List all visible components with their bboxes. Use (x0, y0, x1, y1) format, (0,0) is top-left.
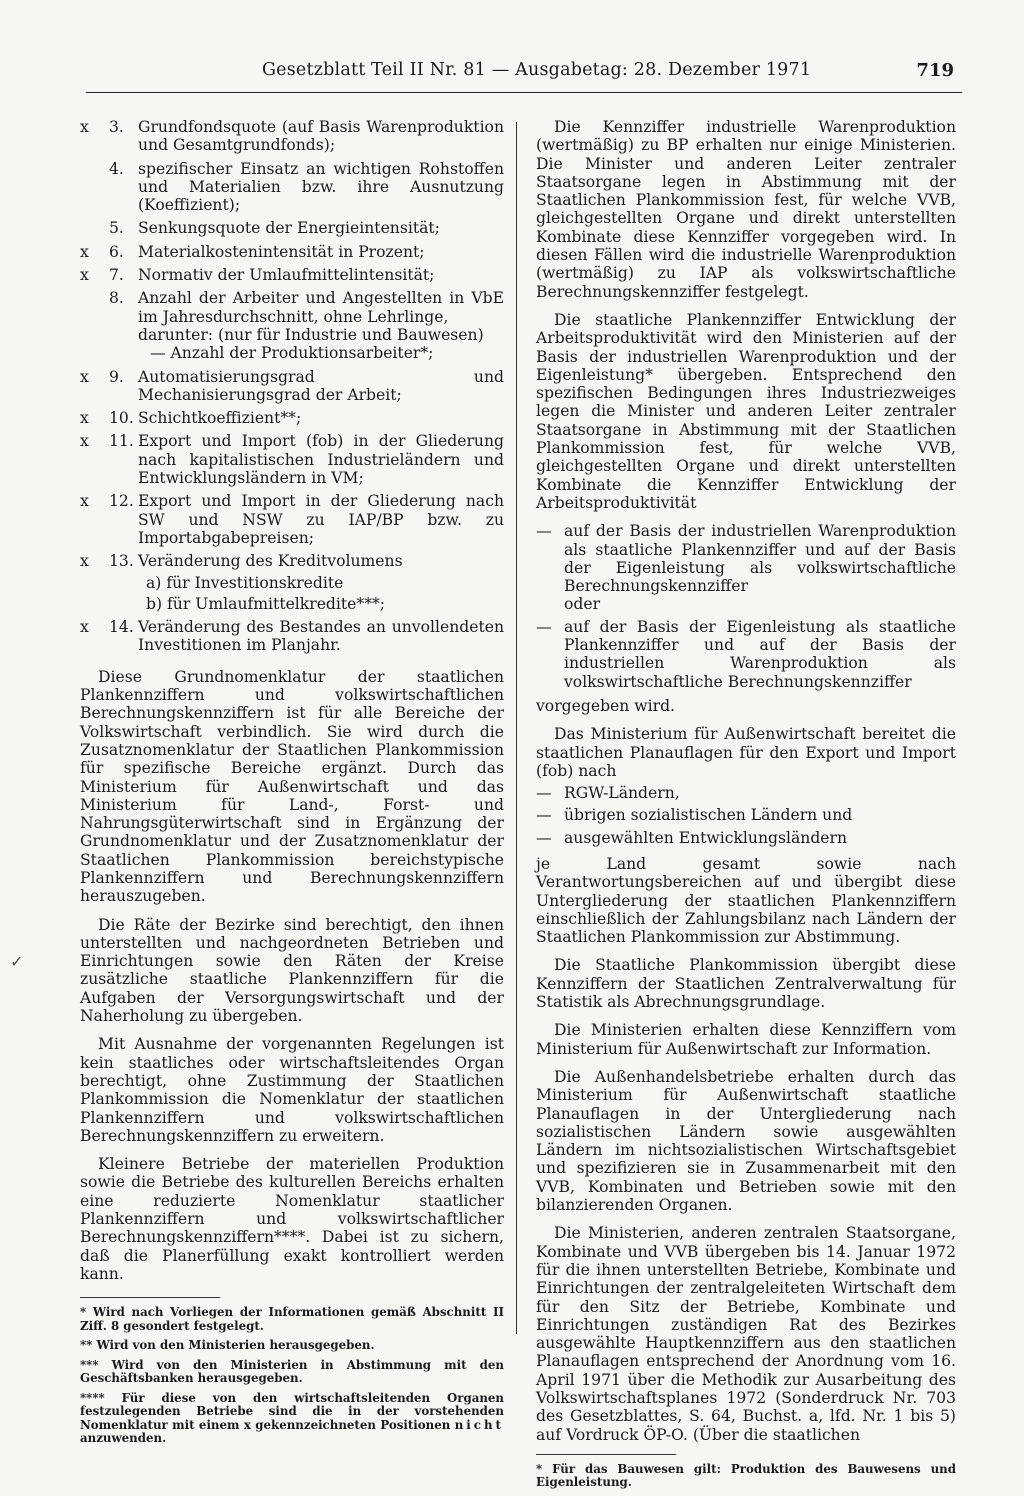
item-sub-b: b) für Umlaufmittelkredite***; (146, 594, 386, 613)
page-header (86, 60, 962, 93)
footnote-rule (536, 1454, 676, 1455)
item-number: 9. (109, 367, 124, 386)
footnote-rule (80, 1297, 220, 1298)
x-marker: x (80, 432, 89, 451)
list-item (80, 552, 504, 613)
x-marker: x (80, 409, 89, 428)
left-column (80, 118, 504, 1452)
x-marker: x (80, 552, 89, 571)
item-number: 5. (109, 219, 124, 238)
list-item (80, 243, 504, 261)
footnote: * Wird nach Vorliegen der Informationen gemäß Abschnitt II Ziff. 8 gesondert festgelegt. (80, 1305, 504, 1333)
item-number: 6. (109, 242, 124, 261)
paragraph: Die Staatliche Plankommission übergibt diese Kennziffern der Staatlichen Zentralverwaltung für Statistik als Abrechnungsgrundlage. (536, 956, 956, 1012)
paragraph: Die staatliche Plankennziffer Entwicklung der Arbeitsproduktivität wird den Ministerien auf der Basis der industriellen Warenproduktion und der Eigenleistung* übergeben. Entsprechend den spezifischen Bedingungen ihres Industriezweiges legen die Minister und anderen Leiter zentraler Staatsorgane in Abstimmung mit der Staatlichen Plankommission fest, für welche VVB, gleichgestellten Organe und direkt unterstellten Kombinate die Kennziffer Entwicklung der Arbeitsproduktivität (536, 310, 956, 512)
list-item (80, 618, 504, 655)
x-marker: x (80, 266, 89, 285)
list-item (80, 492, 504, 547)
list-item (80, 118, 504, 155)
item-subtext: darunter: (nur für Industrie und Bauwesen) (138, 325, 484, 344)
x-marker: x (80, 618, 89, 637)
dash-item-text: auf der Basis der industriellen Warenproduktion als staatliche Plankennziffer und auf der Basis der Eigenleistung als volkswirtschaftliche Berechnungskennziffer (564, 522, 956, 596)
paragraph: Die Ministerien erhalten diese Kennziffern vom Ministerium für Außenwirtschaft zur Information. (536, 1021, 956, 1058)
paragraph: Mit Ausnahme der vorgenannten Regelungen ist kein staatliches oder wirtschaftsleitendes Organ berechtigt, ohne Zustimmung der Staatlichen Plankommission die Nomenklatur der staatlichen Plankennziffern und volkswirtschaftlichen Berechnungskennziffern zu erweitern. (80, 1035, 504, 1145)
dash-list-item: — ausgewählten Entwicklungsländern (536, 828, 848, 847)
paragraph: vorgegeben wird. (536, 696, 676, 715)
paragraph: Das Ministerium für Außenwirtschaft bereitet die staatlichen Planauflagen für den Export und Import (fob) nach (536, 725, 956, 780)
item-text: Veränderung des Bestandes an unvollendeten Investitionen im Planjahr. (138, 618, 504, 655)
x-marker: x (80, 367, 89, 386)
item-text: Export und Import (fob) in der Gliederung nach kapitalistischen Industrieländern und Entwicklungsländern in VM; (138, 432, 504, 488)
pencil-check-mark: ✓ (10, 952, 24, 971)
paragraph: Die Ministerien, anderen zentralen Staatsorgane, Kombinate und VVB übergeben bis 14. Januar 1972 für die ihnen unterstellten Betriebe, Kombinate und Einrichtungen der zentralgeleiteten Wirtschaft dem für den Sitz der Betriebe, Kombinate und Einrichtungen zuständigen Rat des Bezirkes ausgewählte Hauptkennziffern aus den staatlichen Planauflagen entsprechend der Anordnung vom 16. April 1971 über die Methodik zur Ausarbeitung des Volkswirtschaftsplanes 1972 (Sonderdruck Nr. 703 des Gesetzblattes, S. 64, Buchst. a, lfd. Nr. 1 bis 5) auf Vordruck ÖP-O. (Über die staatlichen (536, 1224, 956, 1444)
item-text: Anzahl der Arbeiter und Angestellten in VbE im Jahresdurchschnitt, ohne Lehrlinge, (138, 289, 504, 326)
item-text: Materialkostenintensität in Prozent; (138, 242, 425, 261)
list-item (80, 219, 504, 237)
dash-list-item: — RGW-Ländern, (536, 784, 680, 803)
footnote: * Für das Bauwesen gilt: Produktion des Bauwesens und Eigenleistung. (536, 1461, 956, 1490)
x-marker: x (80, 492, 89, 511)
item-number: 4. (109, 159, 124, 178)
item-sub-a: a) für Investitionskredite (146, 573, 344, 592)
paragraph: Kleinere Betriebe der materiellen Produktion sowie die Betriebe des kulturellen Bereichs erhalten eine reduzierte Nomenklatur staatlicher Plankennziffern und volkswirtschaftlicher Berechnungskennziffern****. Dabei ist zu sichern, daß die Planerfüllung exakt kontrolliert werden kann. (80, 1155, 504, 1283)
paragraph: Diese Grundnomenklatur der staatlichen Plankennziffern und volkswirtschaftlichen Berechnungskennziffern ist für alle Bereiche der Volkswirtschaft verbindlich. Sie wird durch die Zusatznomenklatur der Staatlichen Plankommission für spezifische Bereiche ergänzt. Durch das Ministerium für Außenwirtschaft und das Ministerium für Land-, Forst- und Nahrungsgüterwirtschaft sind in Ergänzung der Grundnomenklatur und der Zusatznomenklatur der Staatlichen Plankommission bereichstypische Plankennziffern und Berechnungskennziffern herauszugeben. (80, 667, 504, 906)
item-text: Export und Import in der Gliederung nach SW und NSW zu IAP/BP bzw. zu Importabgabepreisen; (138, 492, 504, 547)
list-item (80, 368, 504, 405)
dash-item-text: auf der Basis der Eigenleistung als staatliche Plankennziffer und auf der Basis der industriellen Warenproduktion als volkswirtschaftliche Berechnungskennziffer (564, 617, 956, 691)
dash-list-item: — übrigen sozialistischen Ländern und (536, 806, 853, 825)
paragraph: Die Räte der Bezirke sind berechtigt, den ihnen unterstellten und nachgeordneten Betrieben und Einrichtungen sowie den Räten der Kreise zusätzliche staatliche Plankennziffern für die Aufgaben der Versorgungswirtschaft und der Naherholung zu übergeben. (80, 915, 504, 1026)
footnote (80, 1392, 504, 1446)
footnote: *** Wird von den Ministerien in Abstimmung mit den Geschäftsbanken herausgegeben. (80, 1357, 504, 1386)
list-item (80, 160, 504, 215)
item-number: 3. (109, 118, 124, 136)
item-text: Veränderung des Kreditvolumens (138, 552, 403, 571)
right-column (536, 118, 956, 1496)
item-number: 8. (109, 289, 124, 308)
item-number: 12. (109, 492, 134, 511)
item-text: Grundfondsquote (auf Basis Warenproduktion und Gesamtgrundfonds); (138, 118, 504, 155)
list-item (80, 289, 504, 362)
x-marker: x (80, 242, 89, 261)
item-subtext: — Anzahl der Produktionsarbeiter*; (150, 344, 434, 363)
item-number: 14. (109, 618, 134, 637)
footnote-text-end: anzuwenden. (80, 1431, 167, 1446)
item-text: Automatisierungsgrad und Mechanisierungsgrad der Arbeit; (138, 367, 504, 404)
dash-item: — auf der Basis der industriellen Warenproduktion als staatliche Plankennziffer und auf der Basis der Eigenleistung als volkswirtschaftliche Berechnungskennziffer oder (536, 522, 956, 614)
paragraph: je Land gesamt sowie nach Verantwortungsbereichen auf und übergibt diese Untergliederung der staatlichen Plankennziffern einschließlich der Zahlungsbilanz nach Ländern der Staatlichen Plankommission zur Abstimmung. (536, 854, 956, 947)
page-number: 719 (916, 60, 954, 81)
paragraph: Die Kennziffer industrielle Warenproduktion (wertmäßig) zu BP erhalten nur einige Ministerien. Die Minister und anderen Leiter zentraler Staatsorgane legen in Abstimmung mit der Staatlichen Plankommission fest, für welche VVB, gleichgestellten Organe und direkt unterstellten Kombinate diese Kennziffer vorgegeben wird. In diesen Fällen wird die industrielle Warenproduktion (wertmäßig) zu IAP als volkswirtschaftliche Berechnungskennziffer festgelegt. (536, 118, 956, 301)
item-number: 11. (109, 432, 134, 451)
footnote-text: **** Für diese von den wirtschaftsleitenden Organen festzulegenden Betriebe sind die in der vorstehenden Nomenklatur mit einem x gekennzeichneten Positionen (80, 1390, 504, 1432)
header-title: Gesetzblatt Teil II Nr. 81 — Ausgabetag: 28. Dezember 1971 (262, 60, 812, 80)
item-number: 10. (109, 409, 134, 428)
item-number: 7. (109, 266, 124, 285)
item-text: Schichtkoeffizient**; (138, 409, 302, 428)
x-marker: x (80, 118, 89, 136)
footnote-emphasis: nicht (454, 1417, 504, 1432)
paragraph: Die Außenhandelsbetriebe erhalten durch das Ministerium für Außenwirtschaft staatliche Planauflagen in der Untergliederung nach sozialistischen Ländern sowie ausgewählten Ländern im nichtsozialistischen Wirtschaftsgebiet und spezifizieren sie in Zusammenarbeit mit den VVB, Kombinaten und Betrieben sowie mit den bilanzierenden Organen. (536, 1067, 956, 1215)
list-item (80, 266, 504, 284)
dash-item: — auf der Basis der Eigenleistung als staatliche Plankennziffer und auf der Basis der industriellen Warenproduktion als volkswirtschaftliche Berechnungskennziffer (536, 617, 956, 691)
item-text: spezifischer Einsatz an wichtigen Rohstoffen und Materialien bzw. ihre Ausnutzung (Koeffizient); (138, 159, 504, 215)
item-number: 13. (109, 552, 134, 571)
item-list (80, 118, 504, 655)
dash-item-or: oder (564, 595, 601, 614)
footnote: ** Wird von den Ministerien herausgegeben. (80, 1338, 375, 1353)
column-divider (516, 122, 517, 1334)
list-item (80, 409, 504, 427)
item-text: Normativ der Umlaufmittelintensität; (138, 266, 435, 285)
list-item (80, 432, 504, 487)
item-text: Senkungsquote der Energieintensität; (138, 219, 440, 238)
